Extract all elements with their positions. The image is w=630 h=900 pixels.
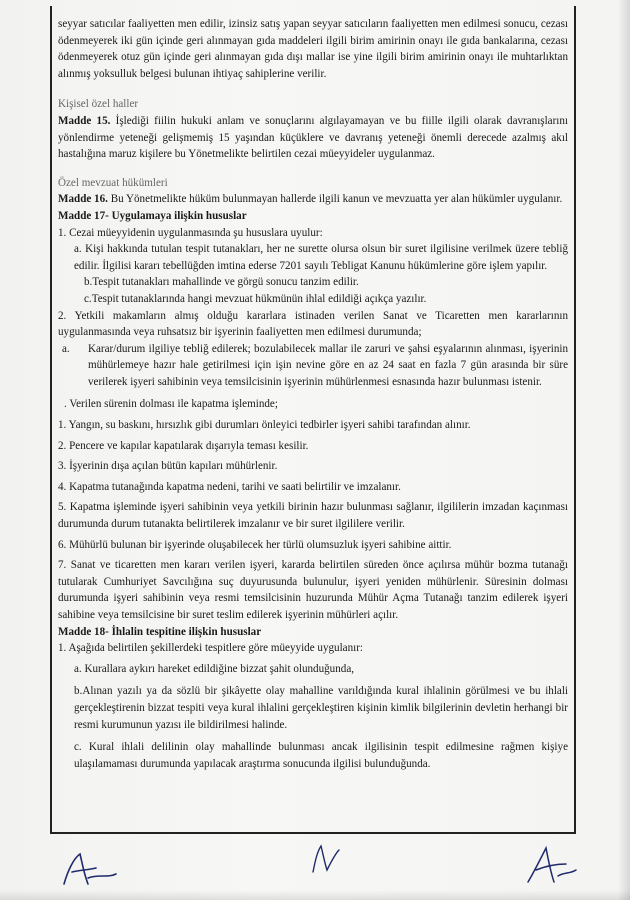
art17-n6: 6. Mühürlü bulunan bir işyerinde oluşabilecek her türlü olumsuzluk işyeri sahibine aittir. xyxy=(58,538,452,551)
art18-c: c. Kural ihlali delilinin olay mahallinde bulunması ancak ilgilisinin tespit edilmesine rağmen kişiye ulaşılamaması durumunda yapılacak araştırma sonucunda ilgilisi bulunduğunda. xyxy=(74,741,568,770)
art17-n4: 4. Kapatma tutanağında kapatma nedeni, tarihi ve saati belirtilir ve imzalanır. xyxy=(58,480,401,493)
article-15 xyxy=(58,113,568,163)
article-17-title: Madde 17- Uygulamaya ilişkin hususlar xyxy=(58,209,247,222)
art18-b: b.Alınan yazılı ya da sözlü bir şikâyette olay mahalline varıldığında kural ihlalinin görülmesi ve bu ihlali gerçekleştirenin bizzat tespiti veya kural ihlalini gerçekleştiren kişinin kimlik bilgilerinin devletin herhangi bir resmi kurumunun yazısı ile bildirilmesi halinde. xyxy=(74,685,568,731)
article-16-text: Bu Yönetmelikte hüküm bulunmayan hallerde ilgili kanun ve mevzuatta yer alan hükümler uygulanır. xyxy=(107,193,563,206)
art18-p1: 1. Aşağıda belirtilen şekillerdeki tespitlere göre müeyyide uygulanır: xyxy=(58,642,363,655)
art17-p1: 1. Cezai müeyyidenin uygulanmasında şu hususlara uyulur: xyxy=(58,226,323,239)
article-18-title: Madde 18- İhlalin tespitine ilişkin hususlar xyxy=(58,625,262,638)
section-personal-heading: Kişisel özel haller xyxy=(58,98,139,111)
section-special-heading: Özel mevzuat hükümleri xyxy=(58,176,168,189)
article-15-text: İşlediği fiilin hukuki anlam ve sonuçlarını algılayamayan ve bu fiille ilgili olarak davranışlarını yönlendirme yeteneği gelişmemiş 15 yaşından küçüklere ve davranış yeteneği önemli derecede azalmış akıl hastalığına maruz kişilere bu Yönetmelikte belirtilen cezai müeyyideler uygulanmaz. xyxy=(58,114,569,161)
page-bottom-shadow xyxy=(0,890,630,900)
art17-p2a xyxy=(58,341,568,391)
art17-n2: 2. Pencere ve kapılar kapatılarak dışarıyla teması kesilir. xyxy=(58,439,309,452)
art18-a: a. Kurallara aykırı hareket edildiğine bizzat şahit olunduğunda, xyxy=(74,662,355,675)
art17-n1: 1. Yangın, su baskını, hırsızlık gibi durumları önleyici tedbirler işyeri sahibi tarafından alınır. xyxy=(58,419,471,432)
art17-n5: 5. Kapatma işleminde işyeri sahibinin veya yetkili birinin hazır bulunması sağlanır, ilgililerin imzadan kaçınması durumunda durum tutanakta belirtilerek imzalanır ve bir suret ilgililere verilir. xyxy=(58,501,568,531)
art17-p2a-label: a. xyxy=(62,342,70,355)
page-edge-shadow xyxy=(618,0,630,900)
art17-p1b: b.Tespit tutanakları mahallinde ve görgü sonucu tanzim edilir. xyxy=(84,276,359,289)
art17-p1a: a. Kişi hakkında tutulan tespit tutanakları, her ne surette olursa olsun bir suret ilgilisine verilmek üzere tebliğ edilir. İlgilisi kararı tebellüğden imtina ederse 7201 sayılı Tebligat Kanunu hükümlerine göre işlem yapılır. xyxy=(74,243,568,272)
article-16-label: Madde 16. xyxy=(58,193,108,206)
art17-p2: 2. Yetkili makamların almış olduğu kararlara istinaden verilen Sanat ve Ticaretten men kararlarının uygulanmasında veya ruhsatsız bir işyerinin faaliyetten men edilmesi durumunda; xyxy=(58,309,568,339)
art17-n3: 3. İşyerinin dışa açılan bütün kapıları mühürlenir. xyxy=(58,460,278,473)
article-16 xyxy=(58,191,568,208)
signature-left xyxy=(58,848,122,890)
article-15-label: Madde 15. xyxy=(58,114,111,127)
art17-p1c: c.Tespit tutanaklarında hangi mevzuat hükmünün ihlal edildiği açıkça yazılır. xyxy=(84,292,427,305)
art17-n7: 7. Sanat ve ticaretten men kararı verilen işyeri, kararda belirtilen süreden önce açılırsa mühür bozma tutanağı tutularak Cumhuriyet Savcılığına suç duyurusunda bulunulur, işyeri yeniden mühürlenir. Süresinin dolması durumunda işyeri sahibinin veya resmi temsilcisinin huzurunda Mühür Açma Tutanağı tanzim edilerek işyeri sahibine veya temsilcisine bir suret teslim edilerek işyerinin mühürleri açılır. xyxy=(58,559,568,621)
document-frame xyxy=(50,6,576,834)
signature-right xyxy=(522,842,582,888)
art17-p3: . Verilen sürenin dolması ile kapatma işleminde; xyxy=(64,398,278,411)
art17-p2a-text: Karar/durum ilgiliye tebliğ edilerek; bozulabilecek mallar ile zaruri ve şahsi eşyalarının alınması, işyerinin mühürlemeye hazır hale getirilmesi için işin nevine göre en az 24 saat en fazla 7 gün arasında bir süre verilerek işyeri sahibinin veya temsilcisinin işyerinin mühürlenmesi esnasında hazır bulunması istenir. xyxy=(88,342,568,388)
signature-middle xyxy=(305,838,345,878)
intro-paragraph: seyyar satıcılar faaliyetten men edilir, izinsiz satış yapan seyyar satıcıların faaliyetten men edilmesi sonucu, cezası ödenmeyerek iki gün içinde geri alınmayan gıda maddeleri ilgili birim amirinin onayı ile gıda bankalarına, cezası ödenmeyerek otuz gün içinde geri alınmayan gıda dışı mallar ise yine ilgili birim amirinin onayı ile muhtarlıktan alınmış yoksulluk belgesi bulunan ihtiyaç sahiplerine verilir. xyxy=(58,18,568,80)
